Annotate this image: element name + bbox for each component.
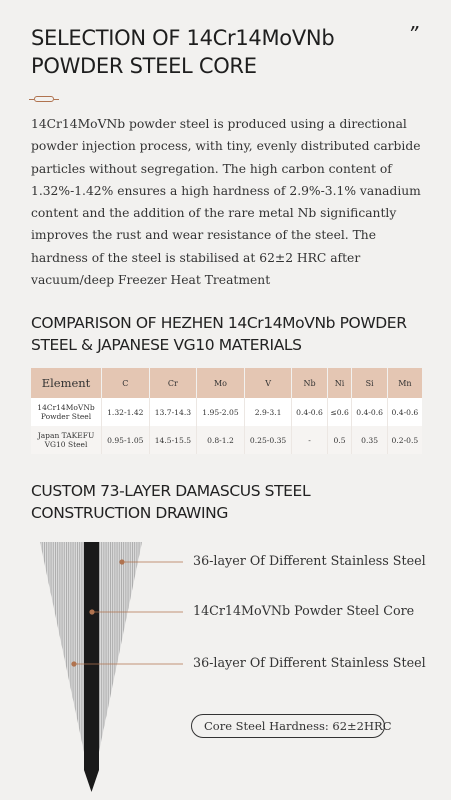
leader-dot-3 <box>71 661 76 666</box>
leader-dot-1 <box>119 559 124 564</box>
outer-layer-label-bottom: 36-layer Of Different Stainless Steel <box>193 655 426 670</box>
header-element: Element <box>31 368 102 398</box>
row-name-line-1: 14Cr14MoVNb <box>37 403 95 412</box>
header-nb: Nb <box>292 368 327 398</box>
outer-layers-right <box>99 542 142 752</box>
hardness-badge <box>191 714 392 738</box>
row-name-line-2: Powder Steel <box>40 412 92 421</box>
page-title <box>31 24 334 80</box>
header-mn: Mn <box>387 368 422 398</box>
table-cell: - <box>292 426 327 454</box>
table-cell: 0.8-1.2 <box>197 426 245 454</box>
construction-heading-line-2: CONSTRUCTION DRAWING <box>31 504 228 522</box>
table-cell: 0.35 <box>352 426 387 454</box>
hardness-text: Core Steel Hardness: 62±2HRC <box>204 719 392 733</box>
row-name-line-1: Japan TAKEFU <box>37 431 95 440</box>
table-cell: 2.9-3.1 <box>244 398 292 426</box>
row-name <box>31 426 102 454</box>
header-si: Si <box>352 368 387 398</box>
comparison-table <box>31 368 422 454</box>
table-cell: 0.95-1.05 <box>102 426 150 454</box>
table-row <box>31 398 422 426</box>
steel-core <box>84 542 99 792</box>
row-name-line-2: VG10 Steel <box>44 440 88 449</box>
quote-mark: ” <box>408 22 419 46</box>
comparison-heading-line-2: STEEL & JAPANESE VG10 MATERIALS <box>31 336 302 354</box>
table-cell: 0.25-0.35 <box>244 426 292 454</box>
construction-heading-line-1: CUSTOM 73-LAYER DAMASCUS STEEL <box>31 482 311 500</box>
table-cell: 1.32-1.42 <box>102 398 150 426</box>
table-cell: 0.4-0.6 <box>387 398 422 426</box>
table-cell: ≤0.6 <box>327 398 352 426</box>
divider-ornament <box>34 96 54 102</box>
header-ni: Ni <box>327 368 352 398</box>
construction-heading <box>31 480 310 524</box>
comparison-heading <box>31 312 407 356</box>
table-cell: 1.95-2.05 <box>197 398 245 426</box>
leader-dot-2 <box>89 609 94 614</box>
header-v: V <box>244 368 292 398</box>
intro-paragraph: 14Cr14MoVNb powder steel is produced using a directional powder injection process, with tiny, evenly distributed carbide particles without segregation. The high carbon content of 1.32%-1.42% ensures a high hardness of 2.9%-3.1% vanadium content and the addition of the rare metal Nb significantly improves the rust and wear resistance of the steel. The hardness of the steel is stabilised at 62±2 HRC after vacuum/deep Freezer Heat Treatment <box>31 117 421 288</box>
outer-layers-left <box>40 542 84 752</box>
table-cell: 0.4-0.6 <box>292 398 327 426</box>
table-header-row <box>31 368 422 398</box>
page-title-line-2: POWDER STEEL CORE <box>31 54 257 78</box>
table-row <box>31 426 422 454</box>
table-cell: 0.2-0.5 <box>387 426 422 454</box>
table-cell: 0.4-0.6 <box>352 398 387 426</box>
header-mo: Mo <box>197 368 245 398</box>
page-title-line-1: SELECTION OF 14Cr14MoVNb <box>31 26 335 50</box>
table-cell: 0.5 <box>327 426 352 454</box>
table-cell: 13.7-14.3 <box>149 398 197 426</box>
row-name <box>31 398 102 426</box>
outer-layer-label-top: 36-layer Of Different Stainless Steel <box>193 553 426 568</box>
core-label: 14Cr14MoVNb Powder Steel Core <box>193 603 415 618</box>
header-c: C <box>102 368 150 398</box>
table-cell: 14.5-15.5 <box>149 426 197 454</box>
comparison-heading-line-1: COMPARISON OF HEZHEN 14Cr14MoVNb POWDER <box>31 314 407 332</box>
header-cr: Cr <box>149 368 197 398</box>
